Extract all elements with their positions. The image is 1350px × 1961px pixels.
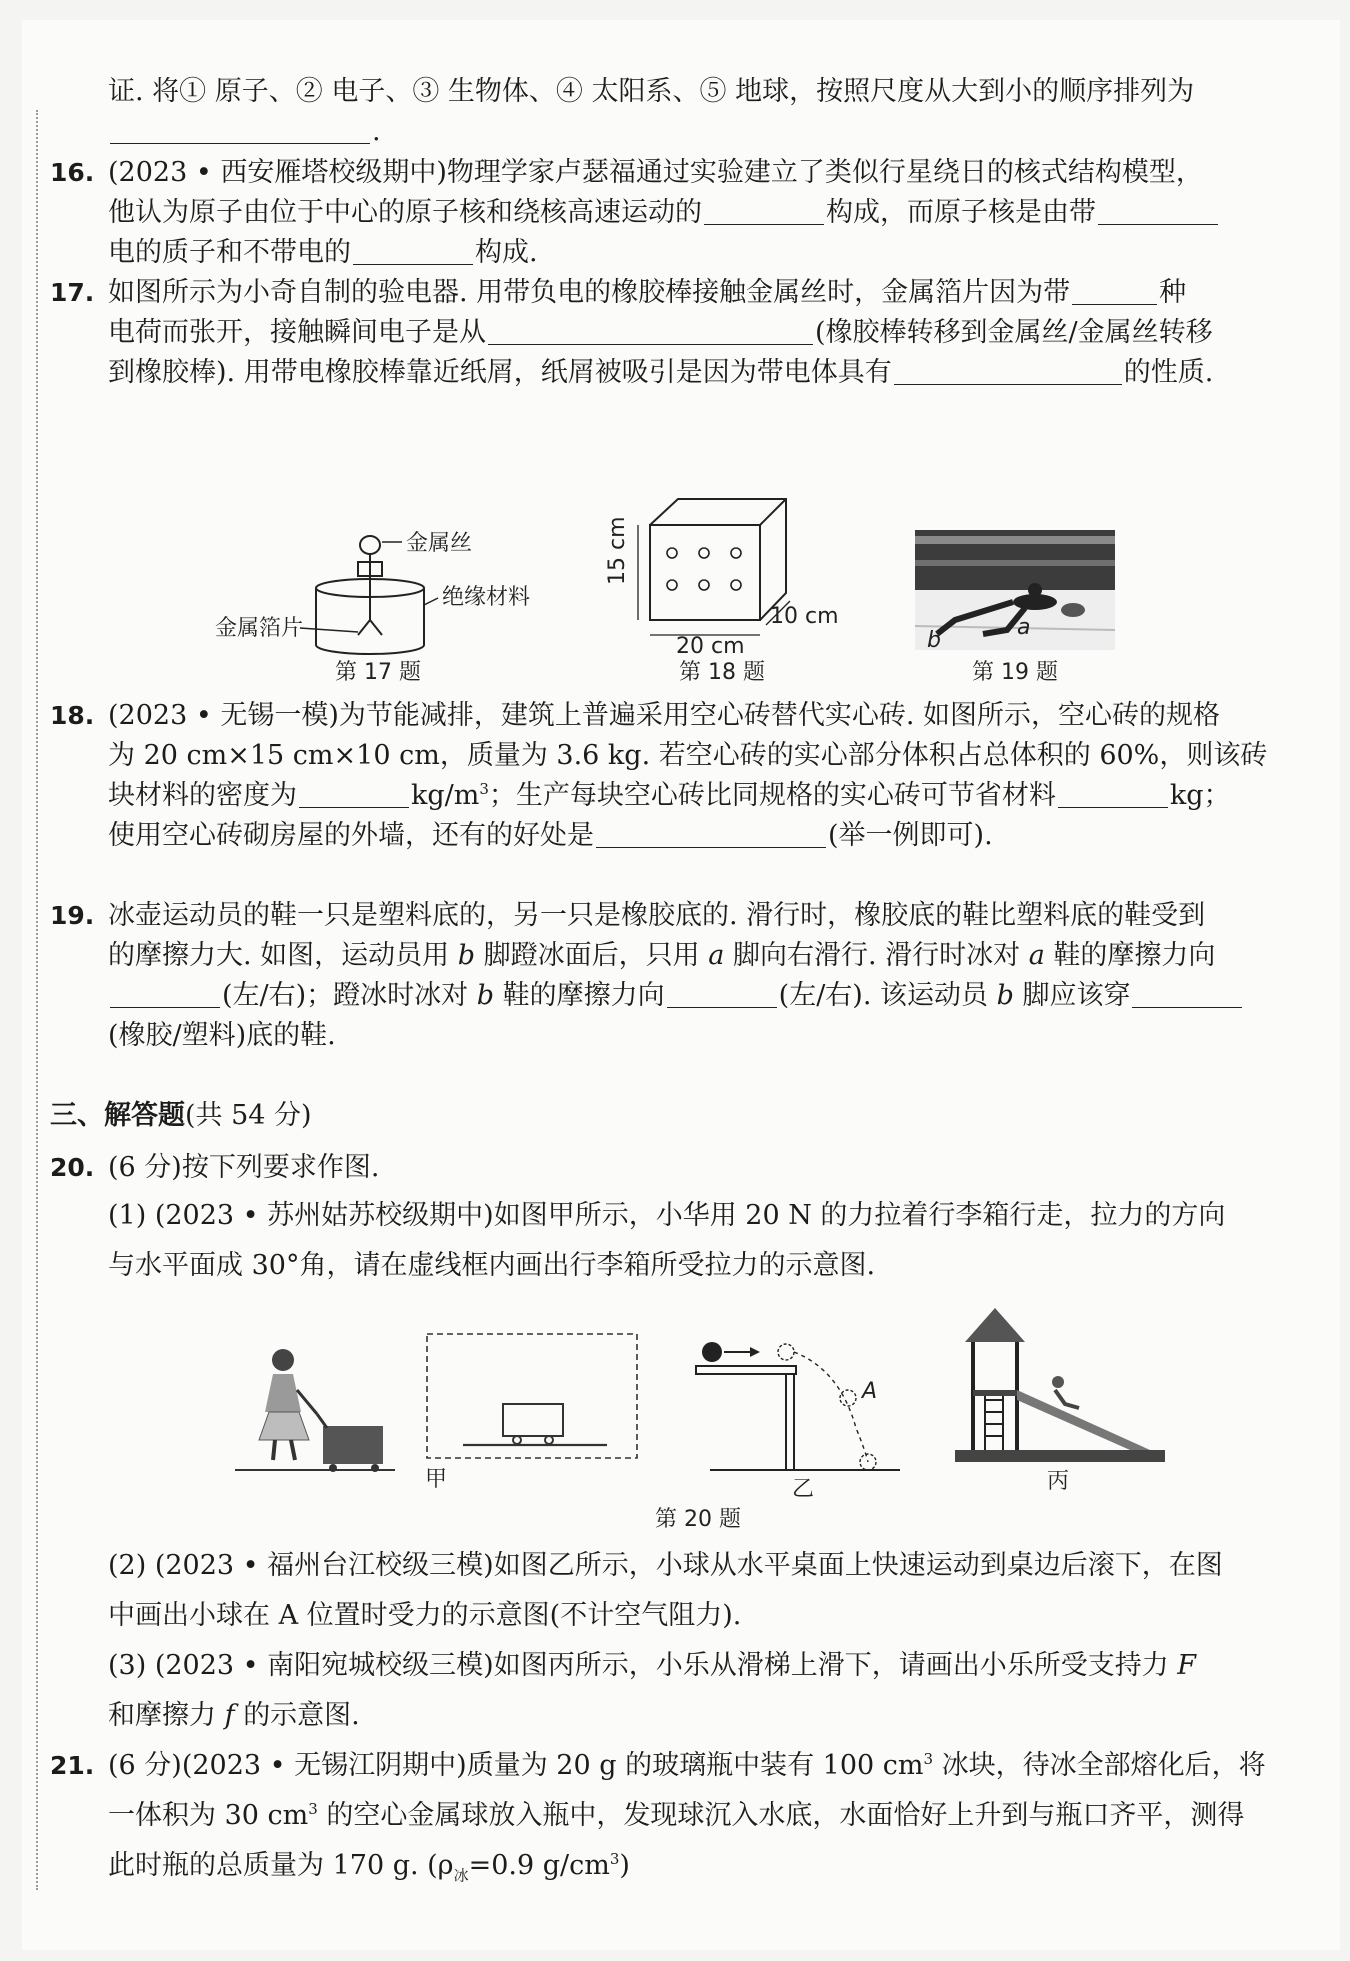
answer-blank[interactable] [299,781,409,808]
q19-line-2: 的摩擦力大. 如图，运动员用 b 脚蹬冰面后，只用 a 脚向右滑行. 滑行时冰对 a 鞋的摩擦力向 [108,940,1216,971]
q20-part2-line-2: 中画出小球在 A 位置时受力的示意图(不计空气阻力). [108,1600,742,1631]
q18-line-4: 使用空心砖砌房屋的外墙，还有的好处是 (举一例即可). [108,820,993,851]
answer-blank[interactable] [1058,781,1168,808]
q20-part1-line-2: 与水平面成 30°角，请在虚线框内画出行李箱所受拉力的示意图. [108,1250,876,1281]
question-number-17: 17. [50,278,95,307]
q21-line-1: (6 分)(2023 • 无锡江阴期中)质量为 20 g 的玻璃瓶中装有 100 $cm^3$ 冰块，待冰全部熔化后，将 [108,1750,1266,1781]
question-number-19: 19. [50,901,95,930]
label-foot-a: a [1017,615,1031,640]
figure-18-hollow-brick [605,495,880,659]
q16-line-2: 他认为原子由位于中心的原子核和绕核高速运动的 构成，而原子核是由带 [108,195,1298,231]
answer-blank[interactable] [353,238,473,265]
section-heading: 三、解答题(共 54 分) [50,1100,312,1131]
label-bing: 丙 [1047,1469,1070,1494]
figure-20-jia-girl-luggage [235,1330,645,1492]
q16-line-1: (2023 • 西安雁塔校级期中)物理学家卢瑟福通过实验建立了类似行星绕日的核式结构模型， [108,157,1203,188]
answer-blank[interactable] [667,981,777,1008]
figure-17-electroscope [215,520,540,670]
q19-line-1: 冰壶运动员的鞋一只是塑料底的，另一只是橡胶底的. 滑行时，橡胶底的鞋比塑料底的鞋受到 [108,900,1206,931]
caption-fig-17: 第 17 题 [335,660,421,685]
label-foot-b: b [927,628,941,653]
caption-fig-20: 第 20 题 [655,1507,741,1532]
q17-line-1: 如图所示为小奇自制的验电器. 用带负电的橡胶棒接触金属丝时，金属箔片因为带 种 [108,277,1187,308]
answer-blank[interactable] [488,318,813,345]
answer-blank[interactable] [110,981,220,1008]
answer-blank[interactable] [894,358,1122,385]
label-height: 15 cm [605,516,630,585]
answer-blank[interactable] [110,117,370,144]
q15-line-1: 证. 将① 原子、② 电子、③ 生物体、④ 太阳系、⑤ 地球，按照尺度从大到小的顺序排列为 [108,76,1195,107]
q20-part3-line-2: 和摩擦力 f 的示意图. [108,1700,360,1731]
question-number-21: 21. [50,1751,95,1780]
q17-line-3: 到橡胶棒). 用带电橡胶棒靠近纸屑，纸屑被吸引是因为带电体具有 的性质. [108,357,1214,388]
figure-20-yi-ball-table [690,1330,910,1502]
q20-part2-line-1: (2) (2023 • 福州台江校级三模)如图乙所示，小球从水平桌面上快速运动到桌边后滚下，在图 [108,1550,1223,1581]
q19-line-4: (橡胶/塑料)底的鞋. [108,1020,336,1051]
label-position-A: A [862,1379,878,1404]
q20-line-1: (6 分)按下列要求作图. [108,1152,380,1183]
q19-line-3: (左/右)；蹬冰时冰对 b 鞋的摩擦力向 (左/右). 该运动员 b 脚应该穿 [108,978,1298,1014]
q17-line-2: 电荷而张开，接触瞬间电子是从 (橡胶棒转移到金属丝/金属丝转移 [108,317,1213,348]
q18-line-3: 块材料的密度为 $kg/m^3$；生产每块空心砖比同规格的实心砖可节省材料 kg； [108,780,1231,811]
q20-part3-line-1: (3) (2023 • 南阳宛城校级三模)如图丙所示，小乐从滑梯上滑下，请画出小乐所受支持力 F [108,1650,1197,1681]
answer-blank[interactable] [596,821,826,848]
question-number-20: 20. [50,1153,95,1182]
answer-blank[interactable] [1132,981,1242,1008]
question-number-16: 16. [50,158,95,187]
q21-line-3: 此时瓶的总质量为 170 g. ($\rho_冰=0.9$ $g/cm^3$) [108,1850,630,1885]
label-width: 20 cm [676,634,745,659]
q15-line-2: . [108,114,1298,150]
q18-line-1: (2023 • 无锡一模)为节能减排，建筑上普遍采用空心砖替代实心砖. 如图所示，空心砖的规格 [108,700,1221,731]
caption-fig-19: 第 19 题 [972,660,1058,685]
q20-part1-line-1: (1) (2023 • 苏州姑苏校级期中)如图甲所示，小华用 20 N 的力拉着行李箱行走，拉力的方向 [108,1200,1226,1231]
label-insulating-material: 绝缘材料 [442,585,531,610]
q18-line-2: 为 20 cm×15 cm×10 cm，质量为 3.6 kg. 若空心砖的实心部分体积占总体积的 60%，则该砖 [108,740,1268,771]
figure-19-curling-photo [915,530,1115,655]
answer-blank[interactable] [1098,198,1218,225]
label-metal-wire: 金属丝 [406,531,473,556]
question-number-18: 18. [50,701,95,730]
answer-blank[interactable] [1072,278,1157,305]
label-jia: 甲 [425,1467,448,1492]
label-depth: 10 cm [770,604,839,629]
q21-line-2: 一体积为 30 $cm^3$ 的空心金属球放入瓶中，发现球沉入水底，水面恰好上升到与瓶口齐平，测得 [108,1800,1245,1831]
label-yi: 乙 [792,1477,815,1502]
q16-line-3: 电的质子和不带电的 构成. [108,237,538,268]
answer-blank[interactable] [704,198,824,225]
label-metal-foil: 金属箔片 [215,616,304,641]
caption-fig-18: 第 18 题 [679,660,765,685]
figure-20-bing-slide [955,1300,1170,1494]
binding-margin-line [36,110,38,1890]
